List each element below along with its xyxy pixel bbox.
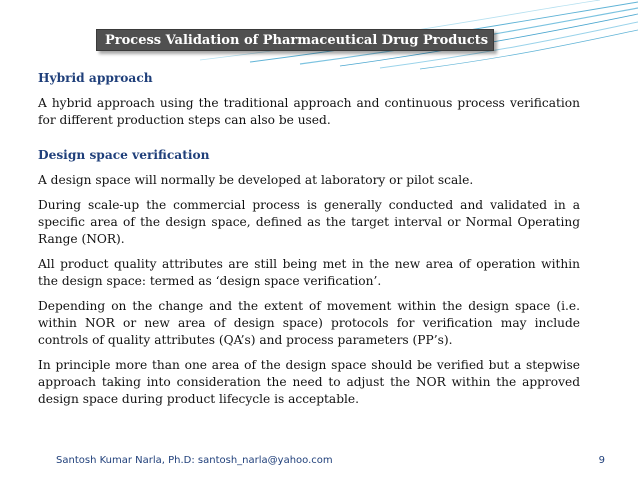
- design-space-paragraph-3: All product quality attributes are still being met in the new area of operation within the design space: termed as ‘design space verification’.: [38, 257, 580, 288]
- design-space-paragraph-2: During scale-up the commercial process is generally conducted and validated in a specific area of the design space, defined as the target interval or Normal Operating Range (NOR).: [38, 198, 580, 246]
- design-space-heading: Design space verification: [38, 148, 210, 162]
- design-space-paragraph-1: A design space will normally be developed at laboratory or pilot scale.: [38, 173, 474, 187]
- design-space-paragraph-5: In principle more than one area of the design space should be verified but a stepwise approach taking into consideration the need to adjust the NOR within the approved design space during product lifecycle is acceptable.: [38, 358, 580, 406]
- page-number: 9: [598, 455, 605, 466]
- slide-title: Process Validation of Pharmaceutical Drug Products: [96, 29, 494, 51]
- hybrid-approach-text: A hybrid approach using the traditional approach and continuous process verification for different production steps can also be used.: [38, 96, 580, 127]
- slide-content: [38, 66, 580, 416]
- hybrid-approach-heading: Hybrid approach: [38, 71, 153, 85]
- footer-author: Santosh Kumar Narla, Ph.D: santosh_narla@yahoo.com: [56, 455, 333, 466]
- design-space-paragraph-4: Depending on the change and the extent of movement within the design space (i.e. within NOR or new area of design space) protocols for verification may include controls of quality attributes (QA’s) and process parameters (PP’s).: [38, 299, 580, 347]
